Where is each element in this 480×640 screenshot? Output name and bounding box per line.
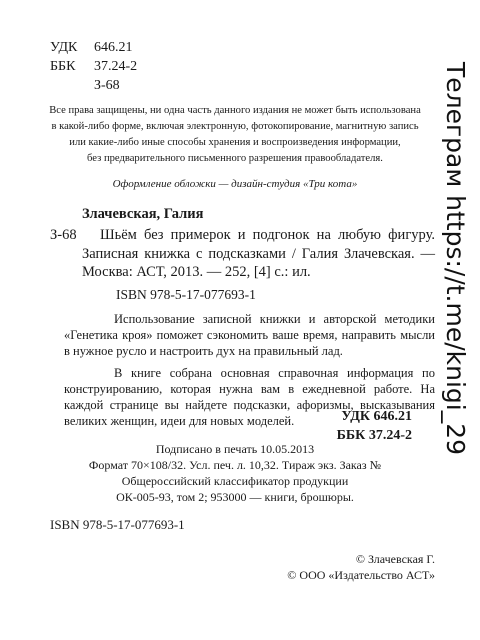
isbn-bottom: ISBN 978-5-17-077693-1 xyxy=(50,517,185,532)
annotation-paragraph-2: В книге собрана основная справочная информация по конструированию, которая нужна вам в ежедневной работе. На каждой странице вы найдете подсказки, афоризмы, высказывания великих женщин, идеи для новых моделей. xyxy=(64,365,435,428)
bbk-label: ББК xyxy=(50,59,76,74)
copyright-publisher: © ООО «Издательство АСТ» xyxy=(287,568,435,582)
annotation-paragraph-1: Использование записной книжки и авторской методики «Генетика кроя» поможет сэкономить ваше время, направить мысли в нужное русло и настроить дух на правильный лад. xyxy=(64,311,435,358)
copyright-author: © Злачевская Г. xyxy=(355,552,435,566)
catalog-isbn: ISBN 978-5-17-077693-1 xyxy=(116,286,256,302)
udk-row xyxy=(50,38,137,57)
imprint-classifier-code: ОК-005-93, том 2; 953000 — книги, брошюры. xyxy=(116,490,354,504)
copyright-block xyxy=(287,551,435,583)
imprint-format: Формат 70×108/32. Усл. печ. л. 10,32. Тираж экз. Заказ № xyxy=(88,458,382,472)
catalog-entry xyxy=(50,226,435,282)
author-mark-label xyxy=(50,76,94,95)
rights-notice xyxy=(40,103,430,167)
catalog-index: З-68 xyxy=(50,227,77,243)
imprint-block xyxy=(40,441,430,505)
bbk-code: ББК 37.24-2 xyxy=(336,428,412,443)
catalog-card xyxy=(50,205,435,429)
udk-code: УДК 646.21 xyxy=(341,409,412,424)
udk-bbk-block xyxy=(337,407,412,445)
rights-line: в какой-либо форме, включая электронную, фотокопирование, магнитную запись xyxy=(51,121,419,132)
catalog-description: Шьём без примерок и подгонок на любую фигуру. Записная книжка с подсказками / Галия Злачевская. — Москва: АСТ, 2013. — 252, [4] с.: ил. xyxy=(82,227,435,280)
rights-line: без предварительного письменного разрешения правообладателя. xyxy=(87,153,383,164)
rights-line: Все права защищены, ни одна часть данного издания не может быть использована xyxy=(49,105,421,116)
rights-line: или какие-либо иные способы хранения и воспроизведения информации, xyxy=(69,137,401,148)
author-mark-row xyxy=(50,76,137,95)
imprint-classifier: Общероссийский классификатор продукции xyxy=(121,474,349,488)
bbk-value: 37.24-2 xyxy=(94,59,138,74)
udk-value: 646.21 xyxy=(94,40,133,55)
author-mark-value: З-68 xyxy=(94,78,120,93)
telegram-watermark: Телеграм https://t.me/knigi_29 xyxy=(441,62,470,456)
catalog-author: Злачевская, Галия xyxy=(82,206,204,222)
classification-codes xyxy=(50,38,137,95)
udk-label: УДК xyxy=(50,40,78,55)
imprint-signed: Подписано в печать 10.05.2013 xyxy=(155,442,315,456)
cover-design-credit: Оформление обложки — дизайн-студия «Три кота» xyxy=(112,178,358,190)
bbk-row xyxy=(50,57,137,76)
